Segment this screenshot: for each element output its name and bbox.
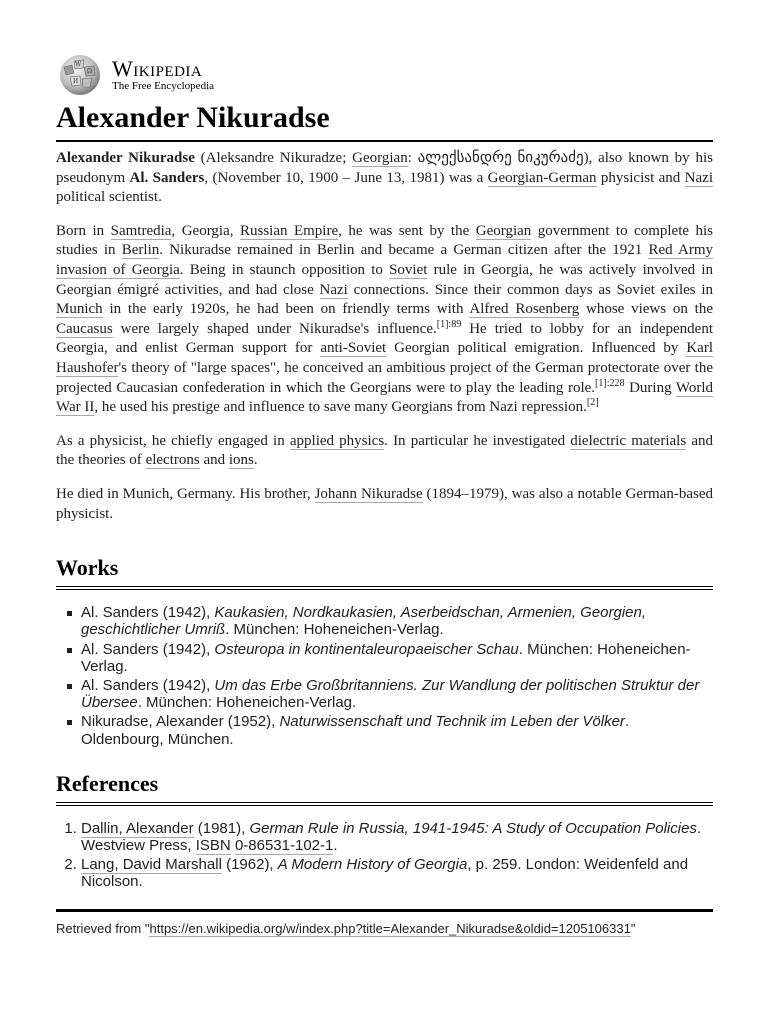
references-heading: References bbox=[56, 770, 713, 806]
text: , he used his prestige and influence to save many Georgians from Nazi repression. bbox=[94, 399, 587, 416]
ref-title: German Rule in Russia, 1941-1945: A Study of Occupation Policies bbox=[249, 819, 697, 837]
svg-text:И: И bbox=[73, 78, 79, 85]
ref-title: A Modern History of Georgia bbox=[277, 856, 468, 874]
brand-tagline: The Free Encyclopedia bbox=[112, 80, 215, 92]
link-johann-nikuradse[interactable]: Johann Nikuradse bbox=[314, 485, 423, 502]
link-isbn-number[interactable]: 0-86531-102-1 bbox=[234, 836, 334, 854]
link-soviet[interactable]: Soviet bbox=[389, 261, 428, 278]
text: Nikuradse, Alexander (1952), bbox=[81, 713, 280, 731]
text: in the early 1920s, he had been on friendly terms with bbox=[102, 301, 470, 318]
text: (1894–1979), was also a notable German-based physicist. bbox=[56, 485, 713, 522]
work-title: Naturwissenschaft und Technik im Leben der Völker bbox=[279, 713, 625, 731]
text: , he was sent by the bbox=[338, 222, 476, 239]
list-item bbox=[81, 713, 713, 747]
link-electrons[interactable]: electrons bbox=[145, 452, 200, 469]
text: were largely shaped under Nikuradse's influence. bbox=[112, 320, 437, 337]
link-munich[interactable]: Munich bbox=[56, 301, 103, 318]
text: . Being in staunch opposition to bbox=[179, 261, 390, 278]
death-paragraph bbox=[56, 485, 713, 524]
link-samtredia[interactable]: Samtredia bbox=[110, 222, 172, 239]
list-item bbox=[81, 641, 713, 675]
text: He died in Munich, Germany. His brother, bbox=[56, 485, 315, 502]
footer-divider bbox=[56, 909, 713, 912]
text: . Oldenbourg, München. bbox=[81, 713, 630, 748]
link-georgian-language[interactable]: Georgian bbox=[352, 150, 408, 166]
link-ref-author[interactable]: Dallin, Alexander bbox=[81, 819, 194, 837]
physics-paragraph bbox=[56, 432, 713, 471]
text: and bbox=[199, 452, 229, 469]
subject-name: Alexander Nikuradse bbox=[56, 150, 195, 166]
text: . In particular he investigated bbox=[384, 432, 571, 449]
link-karl-haushofer[interactable]: Karl Haushofer bbox=[56, 340, 713, 376]
article-page bbox=[56, 52, 713, 936]
text: Retrieved from " bbox=[56, 920, 150, 936]
text: . München: Hoheneichen-Verlag. bbox=[137, 694, 357, 712]
retrieved-url-link[interactable]: https://en.wikipedia.org/w/index.php?title=Alexander_Nikuradse&oldid=1205106331 bbox=[149, 920, 631, 936]
retrieved-from bbox=[56, 921, 713, 936]
link-nazi[interactable]: Nazi bbox=[319, 281, 348, 298]
svg-text:W: W bbox=[75, 61, 82, 68]
svg-text:Ω: Ω bbox=[87, 68, 92, 75]
text: , p. 259. London: Weidenfeld and Nicolson. bbox=[81, 856, 689, 891]
text: Al. Sanders (1942), bbox=[81, 604, 215, 622]
biography-paragraph bbox=[56, 222, 713, 418]
link-ions[interactable]: ions bbox=[228, 452, 254, 469]
works-heading: Works bbox=[56, 554, 713, 590]
text: (1962), bbox=[221, 856, 278, 874]
text: 's theory of "large spaces", he conceived an ambitious project of the German protectorate over the projected Caucasian confederation in which the Georgians were to play the leading role. bbox=[56, 359, 713, 396]
text: During bbox=[624, 379, 676, 396]
text: , Georgia, bbox=[171, 222, 240, 239]
text: He tried to lobby for an independent Georgia, and enlist German support for bbox=[56, 320, 713, 357]
link-applied-physics[interactable]: applied physics bbox=[289, 432, 385, 449]
text: (Aleksandre Nikuradze; bbox=[194, 150, 353, 166]
text: connections. Since their common days as Soviet exiles in bbox=[347, 281, 714, 298]
link-red-army-invasion[interactable]: Red Army invasion of Georgia bbox=[56, 242, 713, 278]
text: (1981), bbox=[193, 819, 250, 837]
reference-item bbox=[81, 856, 713, 890]
list-item bbox=[81, 604, 713, 638]
text: . München: Hoheneichen-Verlag. bbox=[81, 640, 691, 675]
text: and the theories of bbox=[56, 432, 713, 469]
text: Born in bbox=[56, 222, 111, 239]
link-ref-author[interactable]: Lang, David Marshall bbox=[81, 856, 222, 874]
wikipedia-globe-icon[interactable] bbox=[56, 53, 104, 97]
text: Al. Sanders (1942), bbox=[81, 676, 215, 694]
link-russian-empire[interactable]: Russian Empire bbox=[239, 222, 339, 239]
citation-ref-1-228[interactable]: [1]:228 bbox=[595, 377, 625, 389]
brand-name[interactable]: Wikipedia bbox=[112, 56, 203, 81]
brand bbox=[112, 58, 214, 92]
link-alfred-rosenberg[interactable]: Alfred Rosenberg bbox=[469, 301, 580, 318]
work-title: Um das Erbe Großbritanniens. Zur Wandlung der politischen Struktur der Übersee bbox=[81, 676, 700, 712]
text: . bbox=[333, 836, 338, 854]
text: Georgian political emigration. Influenced by bbox=[386, 340, 687, 357]
link-isbn[interactable]: ISBN bbox=[195, 836, 231, 854]
text: Al. Sanders (1942), bbox=[81, 640, 215, 658]
text: . bbox=[253, 452, 258, 469]
text: political scientist. bbox=[56, 189, 162, 206]
text: : ალექსანდრე ნიკურაძე), also known by his pseudonym bbox=[56, 150, 713, 186]
list-item bbox=[81, 677, 713, 711]
text: rule in Georgia, he was actively involved in Georgian émigré activities, and had close bbox=[56, 261, 713, 298]
text: whose views on the bbox=[579, 301, 713, 318]
citation-ref-2[interactable]: [2] bbox=[586, 397, 599, 409]
link-caucasus[interactable]: Caucasus bbox=[56, 320, 113, 337]
link-world-war-ii[interactable]: World War II bbox=[56, 379, 714, 416]
link-nazi[interactable]: Nazi bbox=[684, 169, 713, 186]
link-berlin[interactable]: Berlin bbox=[121, 242, 160, 259]
pseudonym: Al. Sanders bbox=[129, 169, 205, 186]
link-dielectric-materials[interactable]: dielectric materials bbox=[570, 432, 687, 449]
citation-ref-1[interactable]: [1]:89 bbox=[436, 318, 462, 330]
text: . Nikuradse remained in Berlin and became a German citizen after the 1921 bbox=[159, 242, 649, 259]
text: . München: Hoheneichen-Verlag. bbox=[225, 621, 444, 639]
text: . Westview Press, bbox=[81, 819, 702, 854]
page-title: Alexander Nikuradse bbox=[56, 100, 713, 142]
link-georgian[interactable]: Georgian bbox=[475, 222, 532, 239]
reference-item bbox=[81, 820, 713, 854]
text: , (November 10, 1900 – June 13, 1981) was a bbox=[204, 169, 488, 186]
work-title: Osteuropa in kontinentaleuropaeischer Schau bbox=[214, 640, 519, 658]
link-anti-soviet[interactable]: anti-Soviet bbox=[320, 340, 387, 357]
text: As a physicist, he chiefly engaged in bbox=[56, 432, 290, 449]
works-list bbox=[56, 604, 713, 748]
references-list bbox=[56, 820, 713, 891]
link-georgian-german[interactable]: Georgian-German bbox=[487, 169, 597, 186]
work-title: Kaukasien, Nordkaukasien, Aserbeidschan, Armenien, Georgien, geschichtlicher Umriß bbox=[81, 604, 647, 639]
text: government to complete his studies in bbox=[56, 222, 714, 259]
site-header bbox=[56, 52, 713, 98]
article-body bbox=[56, 149, 713, 524]
text: " bbox=[630, 920, 636, 936]
text: physicist and bbox=[596, 169, 685, 186]
intro-paragraph bbox=[56, 149, 713, 208]
